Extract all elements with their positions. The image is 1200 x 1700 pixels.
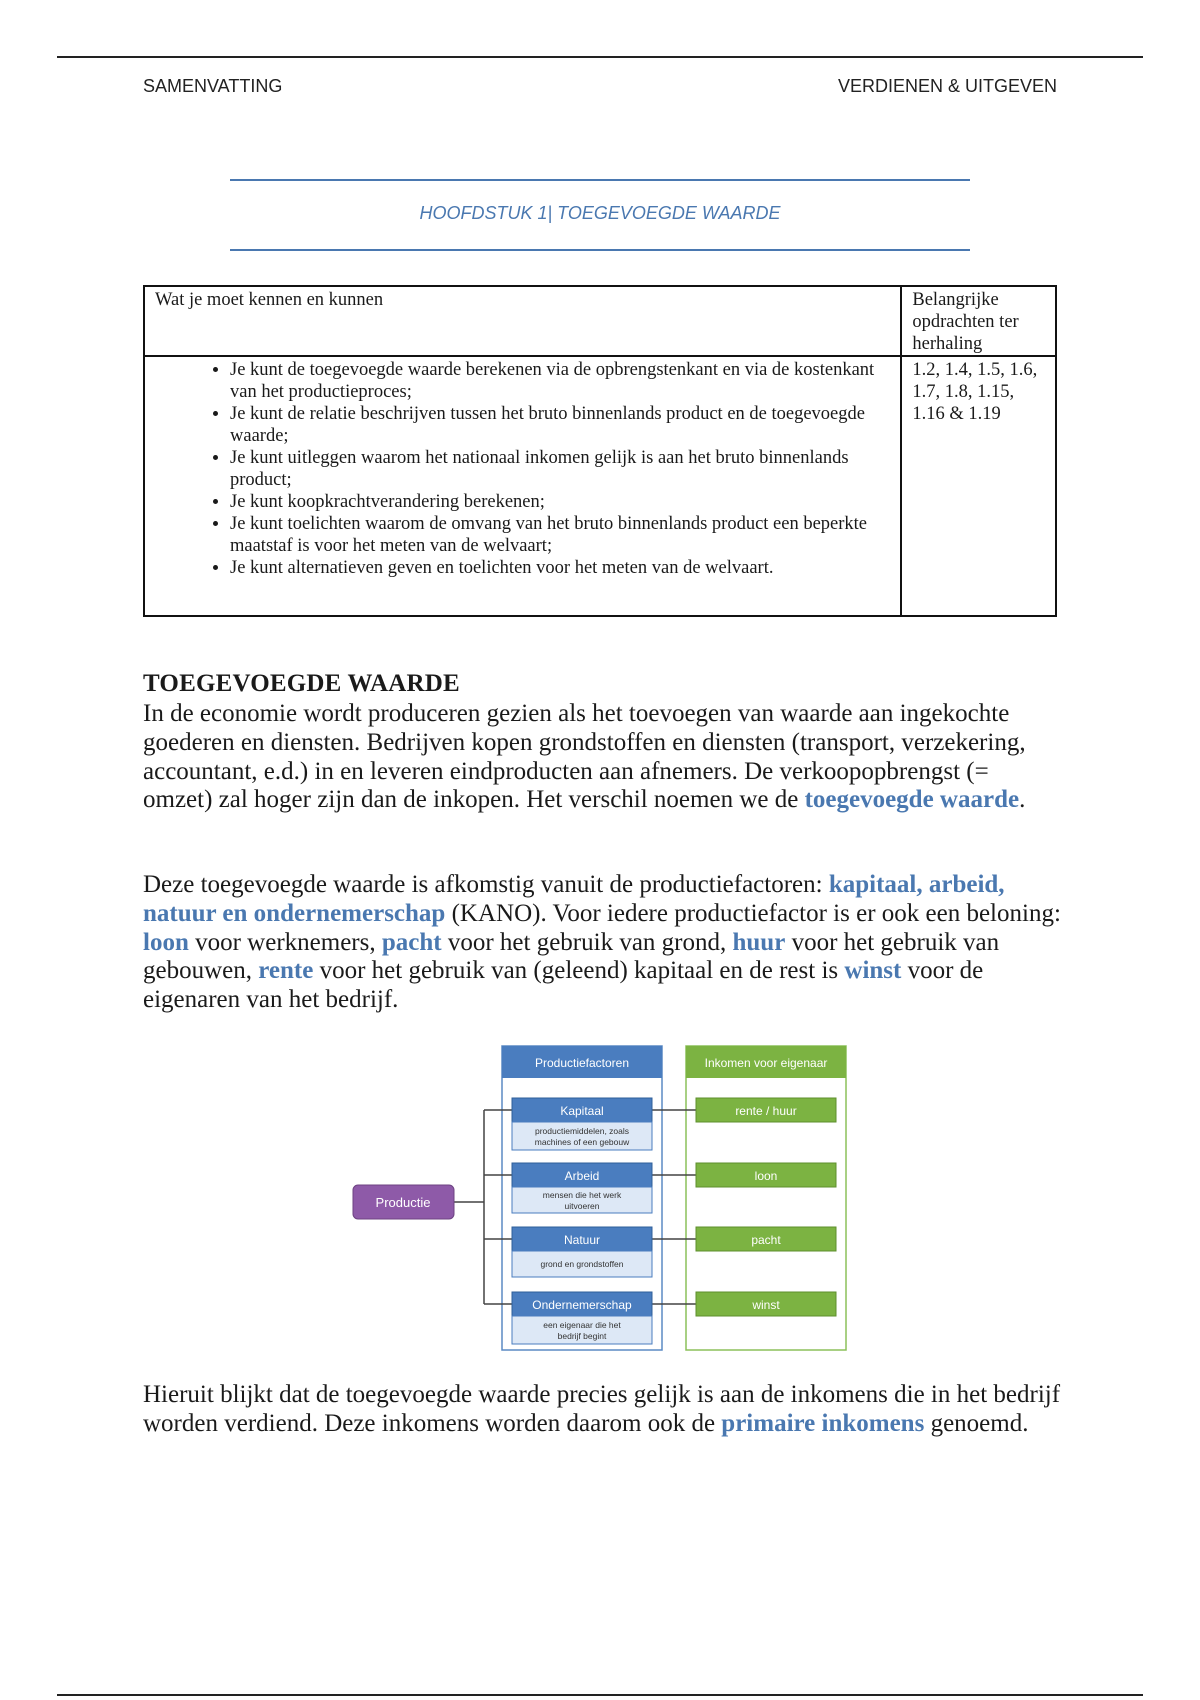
term-loon: loon <box>143 928 189 956</box>
assignments-cell: 1.2, 1.4, 1.5, 1.6, 1.7, 1.8, 1.15, 1.16 & 1.19 <box>901 356 1056 616</box>
production-factors-diagram <box>340 1040 860 1352</box>
para3-text: Hieruit blijkt dat de toegevoegde waarde precies gelijk is aan de inkomens die in het bedrijf worden verdiend. Deze inkomens worden daarom ook de <box>143 1381 1061 1437</box>
factor-name: Ondernemerschap <box>532 1298 632 1312</box>
para2-text: (KANO). Voor iedere productiefactor is er ook een beloning: <box>445 899 1061 927</box>
factor-name: Arbeid <box>564 1169 600 1183</box>
incomes-header: Inkomen voor eigenaar <box>704 1056 828 1070</box>
paragraph-3 <box>143 1381 1063 1439</box>
factor-desc: grond en grondstoffen <box>540 1259 624 1269</box>
term-huur: huur <box>732 928 786 956</box>
para2-text: Deze toegevoegde waarde is afkomstig vanuit de productiefactoren: <box>143 871 829 898</box>
term-pacht: pacht <box>381 928 442 956</box>
para2-text: voor het gebruik van gebouwen, <box>143 928 1000 985</box>
goals-cell <box>144 356 901 616</box>
footer-rule <box>57 1694 1143 1696</box>
goal-item: • Je kunt koopkrachtverandering berekenen; <box>230 491 890 513</box>
factor-name: Kapitaal <box>560 1104 604 1118</box>
income-label: loon <box>754 1169 778 1183</box>
goals-list <box>155 359 890 579</box>
factor-desc: uitvoeren <box>564 1201 600 1211</box>
section-title: TOEGEVOEGDE WAARDE <box>143 670 460 697</box>
term-toegevoegde-waarde: toegevoegde waarde <box>804 786 1020 814</box>
factors-header: Productiefactoren <box>534 1056 630 1070</box>
term-rente: rente <box>258 957 314 985</box>
factor-desc: productiemiddelen, zoals <box>534 1126 630 1136</box>
chapter-rule-top <box>230 179 970 181</box>
factor-desc: mensen die het werk <box>542 1190 622 1200</box>
para1-text: In de economie wordt produceren gezien als het toevoegen van waarde aan ingekochte goederen en diensten. Bedrijven kopen grondstoffen en diensten (transport, verzekering, accountant, e.d.) in en leveren eindproducten aan afnemers. De verkoopopbrengst (= omzet) zal hoger zijn dan de inkopen. Het verschil noemen we de <box>143 700 1026 814</box>
factor-desc: bedrijf begint <box>557 1331 607 1341</box>
goal-item: • Je kunt uitleggen waarom het nationaal inkomen gelijk is aan het bruto binnenlands product; <box>230 447 890 491</box>
income-label: pacht <box>751 1233 781 1247</box>
term-productiefactoren: kapitaal, arbeid, natuur en ondernemerschap <box>143 871 1005 927</box>
goal-item: • Je kunt alternatieven geven en toelichten voor het meten van de welvaart. <box>230 557 890 579</box>
paragraph-2 <box>143 871 1063 1015</box>
assignments-header: Belangrijke opdrachten ter herhaling <box>901 286 1056 356</box>
para2-text: voor het gebruik van (geleend) kapitaal en de rest is <box>313 957 845 985</box>
para2-text: voor het gebruik van grond, <box>441 928 733 956</box>
para3-end: genoemd. <box>924 1409 1029 1437</box>
factor-name: Natuur <box>563 1233 601 1247</box>
goal-item: • Je kunt toelichten waarom de omvang van het bruto binnenlands product een beperkte maatstaf is voor het meten van de welvaart; <box>230 513 890 557</box>
productie-label: Productie <box>375 1195 431 1210</box>
paragraph-1 <box>143 700 1063 815</box>
goals-header: Wat je moet kennen en kunnen <box>144 286 901 356</box>
goal-item: • Je kunt de toegevoegde waarde berekenen via de opbrengstenkant en via de kostenkant van het productieproces; <box>230 359 890 403</box>
para2-text: voor werknemers, <box>188 928 382 956</box>
income-label: winst <box>752 1298 780 1312</box>
chapter-title: HOOFDSTUK 1| TOEGEVOEGDE WAARDE <box>419 203 781 223</box>
term-primaire-inkomens: primaire inkomens <box>721 1409 925 1437</box>
header-left: SAMENVATTING <box>143 76 283 96</box>
term-winst: winst <box>844 957 902 985</box>
header-right: VERDIENEN & UITGEVEN <box>837 76 1057 96</box>
para2-text: voor de eigenaren van het bedrijf. <box>143 957 984 1014</box>
header-rule <box>57 56 1143 58</box>
goal-item: • Je kunt de relatie beschrijven tussen het bruto binnenlands product en de toegevoegde waarde; <box>230 403 890 447</box>
factor-desc: een eigenaar die het <box>543 1320 621 1330</box>
learning-goals-table <box>143 285 1057 617</box>
chapter-rule-bottom <box>230 249 970 251</box>
factor-desc: machines of een gebouw <box>534 1137 630 1147</box>
income-label: rente / huur <box>735 1104 797 1118</box>
para1-end: . <box>1019 786 1026 814</box>
